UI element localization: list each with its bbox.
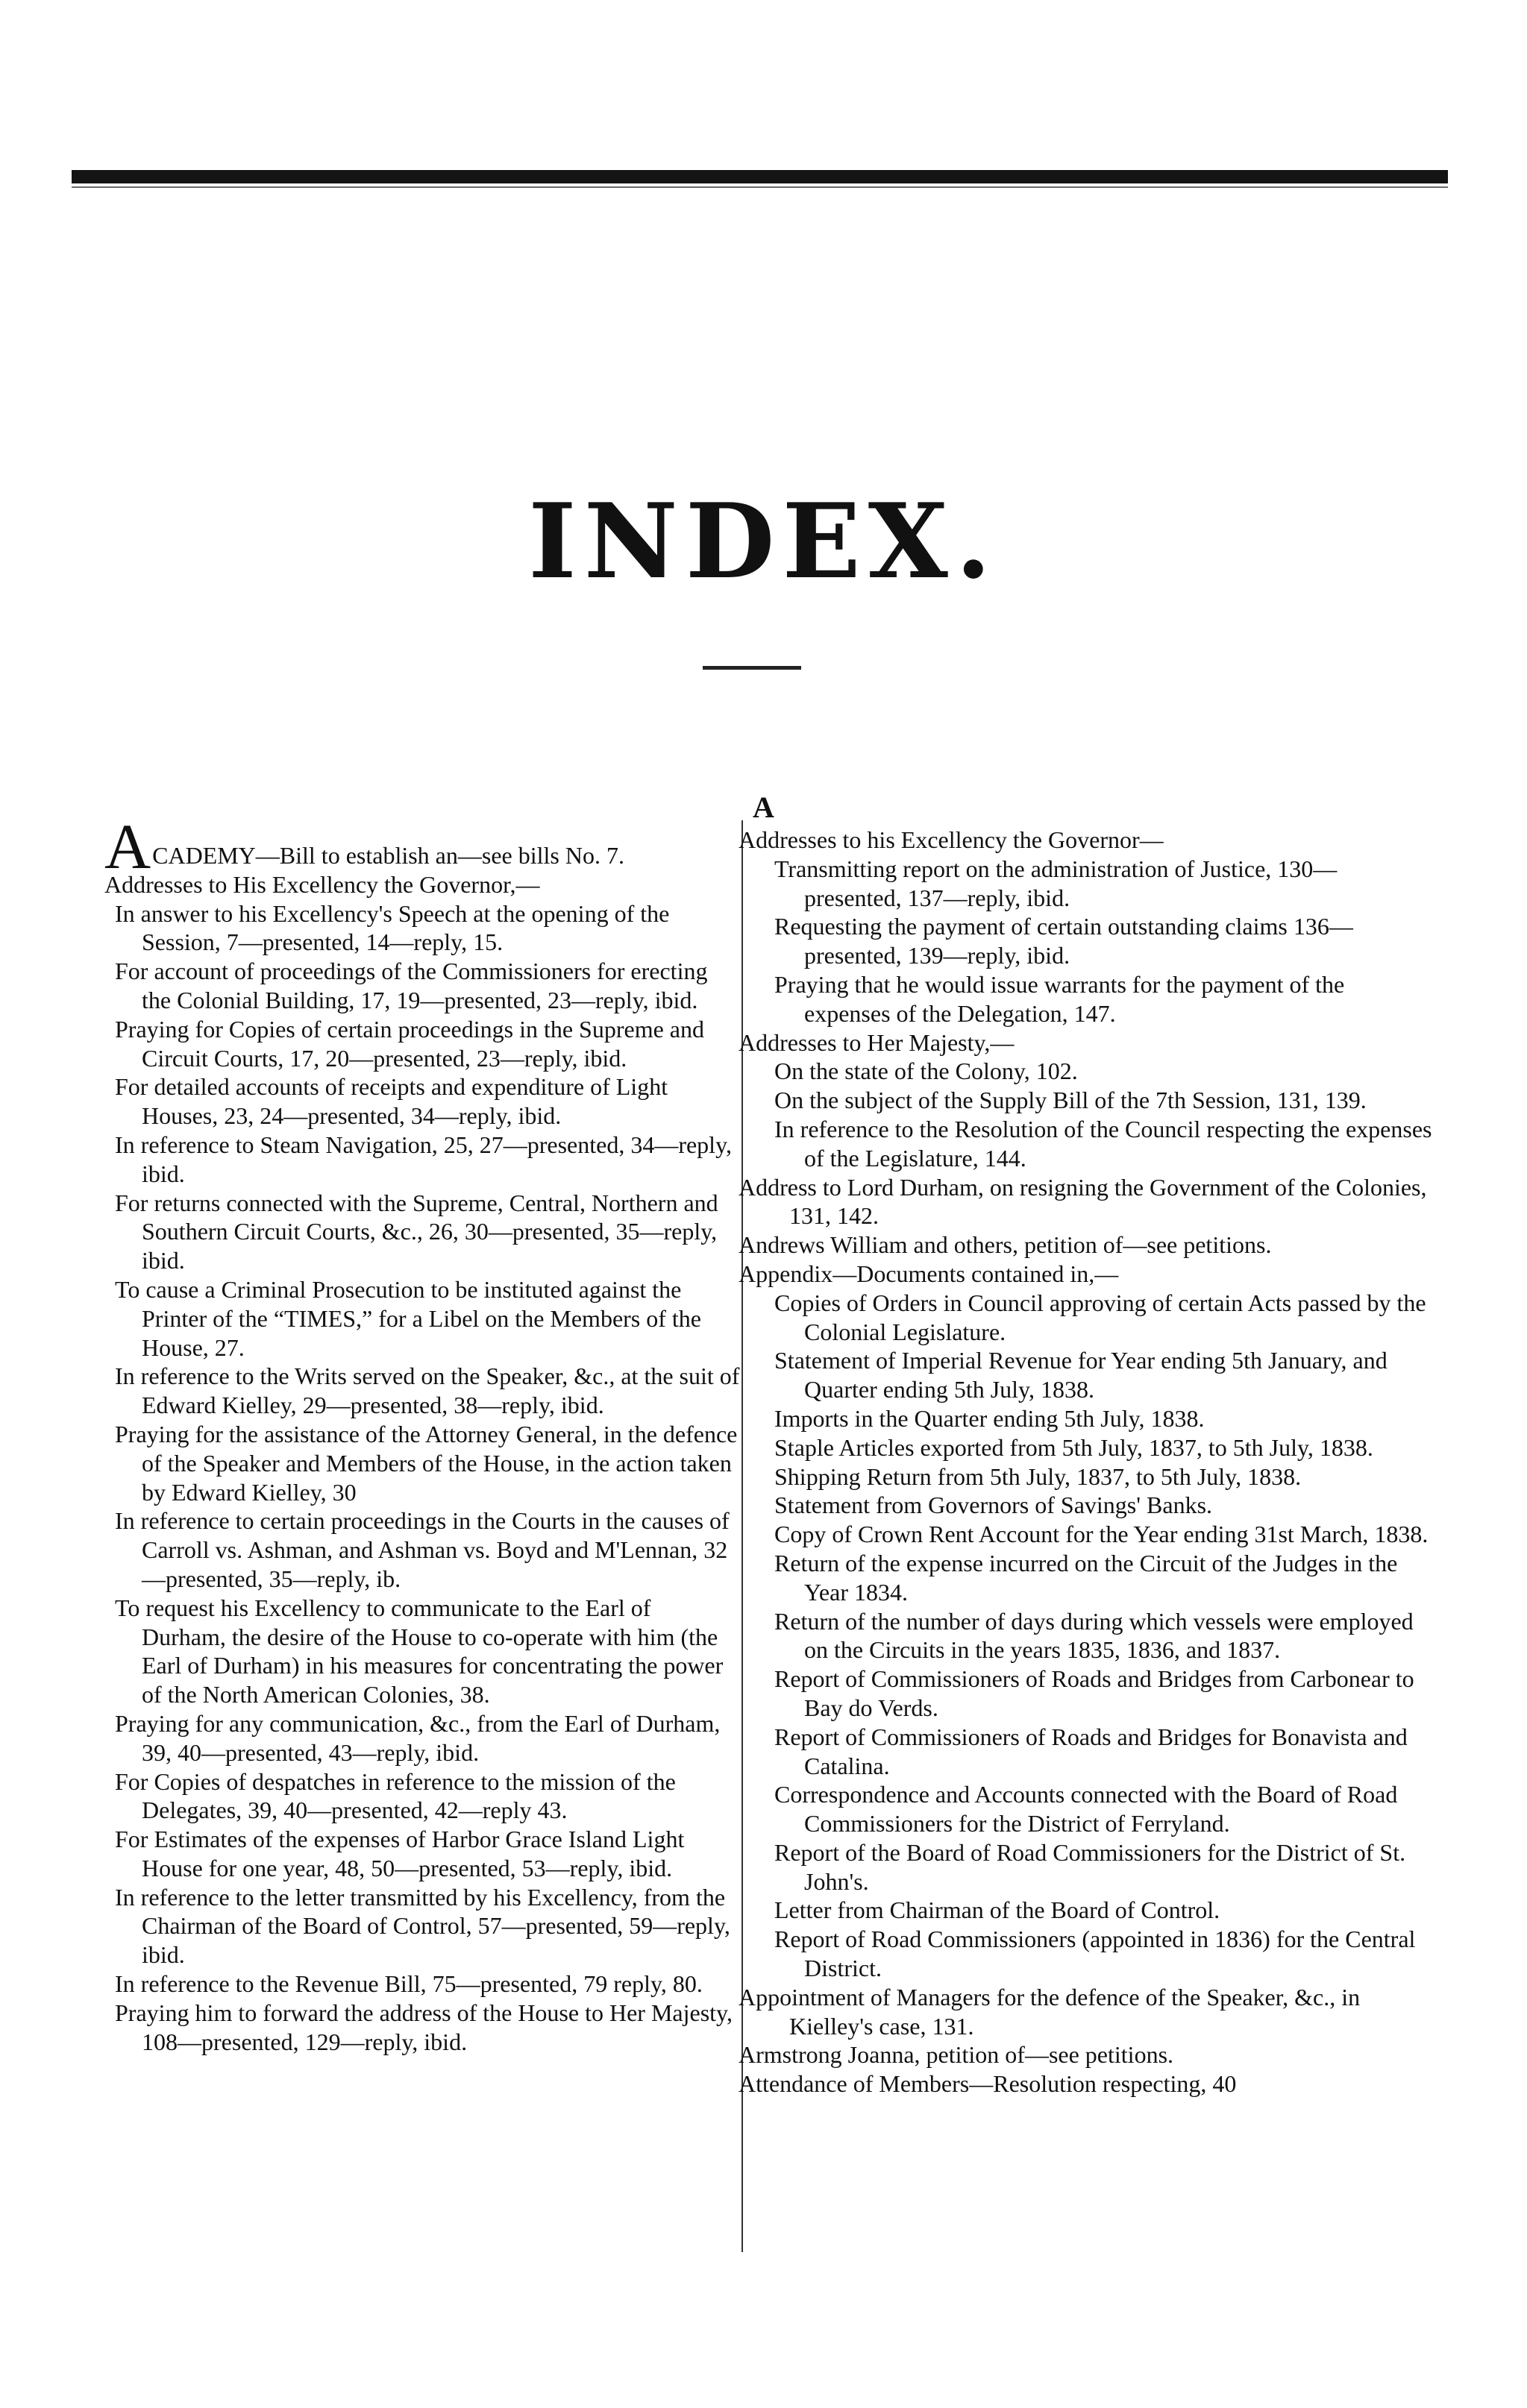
- entry-text: Statement from Governors of Savings' Banks.: [774, 1491, 1213, 1519]
- entry-text: To request his Excellency to communicate to the Earl of Durham, the desire of the House to co-operate with him (the Earl of Durham) in his measures for concentrating the power of the North American Colonies, 38.: [115, 1594, 724, 1708]
- entry-text: On the subject of the Supply Bill of the 7th Session, 131, 139.: [774, 1087, 1367, 1114]
- entry-text: Praying for the assistance of the Attorney General, in the defence of the Speaker and Members of the House, in the action taken by Edward Kielley, 30: [115, 1420, 738, 1506]
- index-entry: [739, 1028, 1432, 1057]
- index-entry: [739, 2069, 1432, 2099]
- entry-text: Transmitting report on the administration of Justice, 130—presented, 137—reply, ibid.: [774, 855, 1338, 911]
- entry-text: Appointment of Managers for the defence of the Speaker, &c., in Kielley's case, 131.: [739, 1983, 1361, 2040]
- entry-text: In reference to Steam Navigation, 25, 27—presented, 34—reply, ibid.: [115, 1131, 732, 1187]
- index-subentry: [104, 1015, 740, 1073]
- index-subentry: [104, 957, 740, 1015]
- top-rule: [72, 170, 1448, 183]
- index-subentry: [739, 912, 1432, 970]
- entry-text: Praying for any communication, &c., from the Earl of Durham, 39, 40—presented, 43—reply, ibid.: [115, 1709, 721, 1766]
- right-index-column: [739, 826, 1432, 2099]
- entry-text: Copies of Orders in Council approving of certain Acts passed by the Colonial Legislature.: [774, 1289, 1426, 1345]
- index-subentry: [739, 1896, 1432, 1925]
- entry-text: Report of Road Commissioners (appointed in 1836) for the Central District.: [774, 1926, 1416, 1982]
- index-subentry: [739, 1607, 1432, 1665]
- entry-text: Andrews William and others, petition of—see petitions.: [739, 1231, 1272, 1259]
- entry-text: Staple Articles exported from 5th July, 1837, to 5th July, 1838.: [774, 1433, 1373, 1461]
- entry-text: Praying for Copies of certain proceedings in the Supreme and Circuit Courts, 17, 20—presented, 23—reply, ibid.: [115, 1015, 704, 1072]
- index-subentry: [104, 1883, 740, 1970]
- entry-text: Address to Lord Durham, on resigning the Government of the Colonies, 131, 142.: [739, 1173, 1427, 1230]
- entry-text: Imports in the Quarter ending 5th July, 1838.: [774, 1404, 1205, 1432]
- entry-text: Statement of Imperial Revenue for Year ending 5th January, and Quarter ending 5th July, 1838.: [774, 1347, 1388, 1403]
- index-subentry: [104, 1131, 740, 1189]
- entry-text: On the state of the Colony, 102.: [774, 1057, 1078, 1085]
- index-subentry: [104, 1275, 740, 1362]
- entry-text: For account of proceedings of the Commissioners for erecting the Colonial Building, 17, 19—presented, 23—reply, ibid.: [115, 958, 708, 1013]
- top-rule-thin: [72, 186, 1448, 188]
- index-subentry: [739, 1462, 1432, 1491]
- index-subentry: [739, 1491, 1432, 1520]
- entry-text: CADEMY—Bill to establish an—see bills No. 7.: [152, 842, 624, 869]
- title-underline: [703, 666, 801, 670]
- entry-text: Copy of Crown Rent Account for the Year ending 31st March, 1838.: [774, 1521, 1429, 1548]
- index-subentry: [739, 855, 1432, 913]
- entry-text: Addresses to His Excellency the Governor,—: [104, 870, 540, 898]
- index-subentry: [104, 1999, 740, 2057]
- index-subentry: [104, 1072, 740, 1131]
- index-subentry: [739, 1549, 1432, 1607]
- index-entry: [104, 870, 740, 899]
- entry-text: Attendance of Members—Resolution respecting, 40: [739, 2070, 1237, 2098]
- index-subentry: [739, 1723, 1432, 1781]
- entry-text: For returns connected with the Supreme, Central, Northern and Southern Circuit Courts, &c., 26, 30—presented, 35—reply, ibid.: [115, 1189, 718, 1274]
- index-subentry: [104, 1420, 740, 1506]
- index-subentry: [104, 1970, 740, 1999]
- index-subentry: [104, 1594, 740, 1709]
- index-subentry: [739, 1780, 1432, 1838]
- entry-text: Return of the number of days during which vessels were employed on the Circuits in the years 1835, 1836, and 1837.: [774, 1607, 1414, 1664]
- entry-text: Report of Commissioners of Roads and Bridges from Carbonear to Bay do Verds.: [774, 1665, 1414, 1721]
- entry-text: In reference to the Writs served on the Speaker, &c., at the suit of Edward Kielley, 29—presented, 38—reply, ibid.: [115, 1362, 740, 1419]
- entry-text: In reference to the letter transmitted by his Excellency, from the Chairman of the Board of Control, 57—presented, 59—reply, ibid.: [115, 1883, 730, 1969]
- entry-text: Requesting the payment of certain outstanding claims 136—presented, 139—reply, ibid.: [774, 913, 1353, 969]
- index-subentry: [739, 1838, 1432, 1896]
- entry-text: Correspondence and Accounts connected with the Board of Road Commissioners for the District of Ferryland.: [774, 1781, 1398, 1838]
- index-subentry: [104, 899, 740, 958]
- index-subentry: [104, 1189, 740, 1275]
- entry-text: Armstrong Joanna, petition of—see petitions.: [739, 2041, 1174, 2069]
- index-entry: [739, 1260, 1432, 1289]
- index-subentry: [739, 1289, 1432, 1347]
- index-entry: [104, 811, 740, 882]
- index-subentry: [739, 1057, 1432, 1086]
- index-subentry: [104, 1506, 740, 1593]
- index-subentry: [739, 1925, 1432, 1983]
- entry-text: Praying that he would issue warrants for the payment of the expenses of the Delegation, 147.: [774, 970, 1345, 1027]
- entry-text: Appendix—Documents contained in,—: [739, 1260, 1119, 1287]
- entry-text: Shipping Return from 5th July, 1837, to 5th July, 1838.: [774, 1462, 1302, 1490]
- index-subentry: [739, 1433, 1432, 1462]
- entry-text: For Estimates of the expenses of Harbor Grace Island Light House for one year, 48, 50—presented, 53—reply, ibid.: [115, 1826, 685, 1882]
- index-entry: [739, 1983, 1432, 2041]
- entry-text: In reference to certain proceedings in the Courts in the causes of Carroll vs. Ashman, and Ashman vs. Boyd and M'Lennan, 32—presented, 35—reply, ib.: [115, 1507, 730, 1592]
- index-subentry: [739, 1346, 1432, 1404]
- entry-text: Return of the expense incurred on the Circuit of the Judges in the Year 1834.: [774, 1549, 1398, 1606]
- index-subentry: [104, 1709, 740, 1767]
- entry-text: For Copies of despatches in reference to the mission of the Delegates, 39, 40—presented, 42—reply 43.: [115, 1767, 676, 1824]
- entry-text: Letter from Chairman of the Board of Control.: [774, 1896, 1220, 1924]
- index-subentry: [739, 1115, 1432, 1173]
- entry-text: Addresses to his Excellency the Governor—: [739, 826, 1164, 853]
- page-title: INDEX.: [528, 480, 999, 603]
- entry-text: Addresses to Her Majesty,—: [739, 1028, 1015, 1056]
- entry-text: In answer to his Excellency's Speech at the opening of the Session, 7—presented, 14—reply, 15.: [115, 899, 670, 956]
- index-subentry: [739, 1664, 1432, 1723]
- index-subentry: [739, 1086, 1432, 1115]
- index-subentry: [104, 1767, 740, 1826]
- entry-text: In reference to the Revenue Bill, 75—presented, 79 reply, 80.: [115, 1970, 703, 1998]
- entry-text: Praying him to forward the address of the House to Her Majesty, 108—presented, 129—reply, ibid.: [115, 1999, 733, 2055]
- index-subentry: [739, 1520, 1432, 1549]
- index-subentry: [104, 1362, 740, 1420]
- index-subentry: [104, 1825, 740, 1883]
- index-entry: [739, 1230, 1432, 1260]
- section-letter-heading: A: [753, 790, 774, 824]
- entry-text: In reference to the Resolution of the Council respecting the expenses of the Legislature, 144.: [774, 1115, 1432, 1172]
- index-entry: [739, 2040, 1432, 2069]
- index-subentry: [739, 1404, 1432, 1433]
- index-entry: [739, 826, 1432, 855]
- left-index-column: [104, 811, 740, 2056]
- index-entry: [739, 1173, 1432, 1231]
- entry-text: Report of the Board of Road Commissioners for the District of St. John's.: [774, 1838, 1406, 1895]
- entry-text: For detailed accounts of receipts and expenditure of Light Houses, 23, 24—presented, 34—reply, ibid.: [115, 1073, 668, 1130]
- entry-text: Report of Commissioners of Roads and Bridges for Bonavista and Catalina.: [774, 1723, 1408, 1779]
- entry-text: To cause a Criminal Prosecution to be instituted against the Printer of the “TIMES,” for a Libel on the Members of the House, 27.: [115, 1275, 701, 1361]
- index-subentry: [739, 970, 1432, 1028]
- drop-cap-letter: A: [104, 811, 151, 882]
